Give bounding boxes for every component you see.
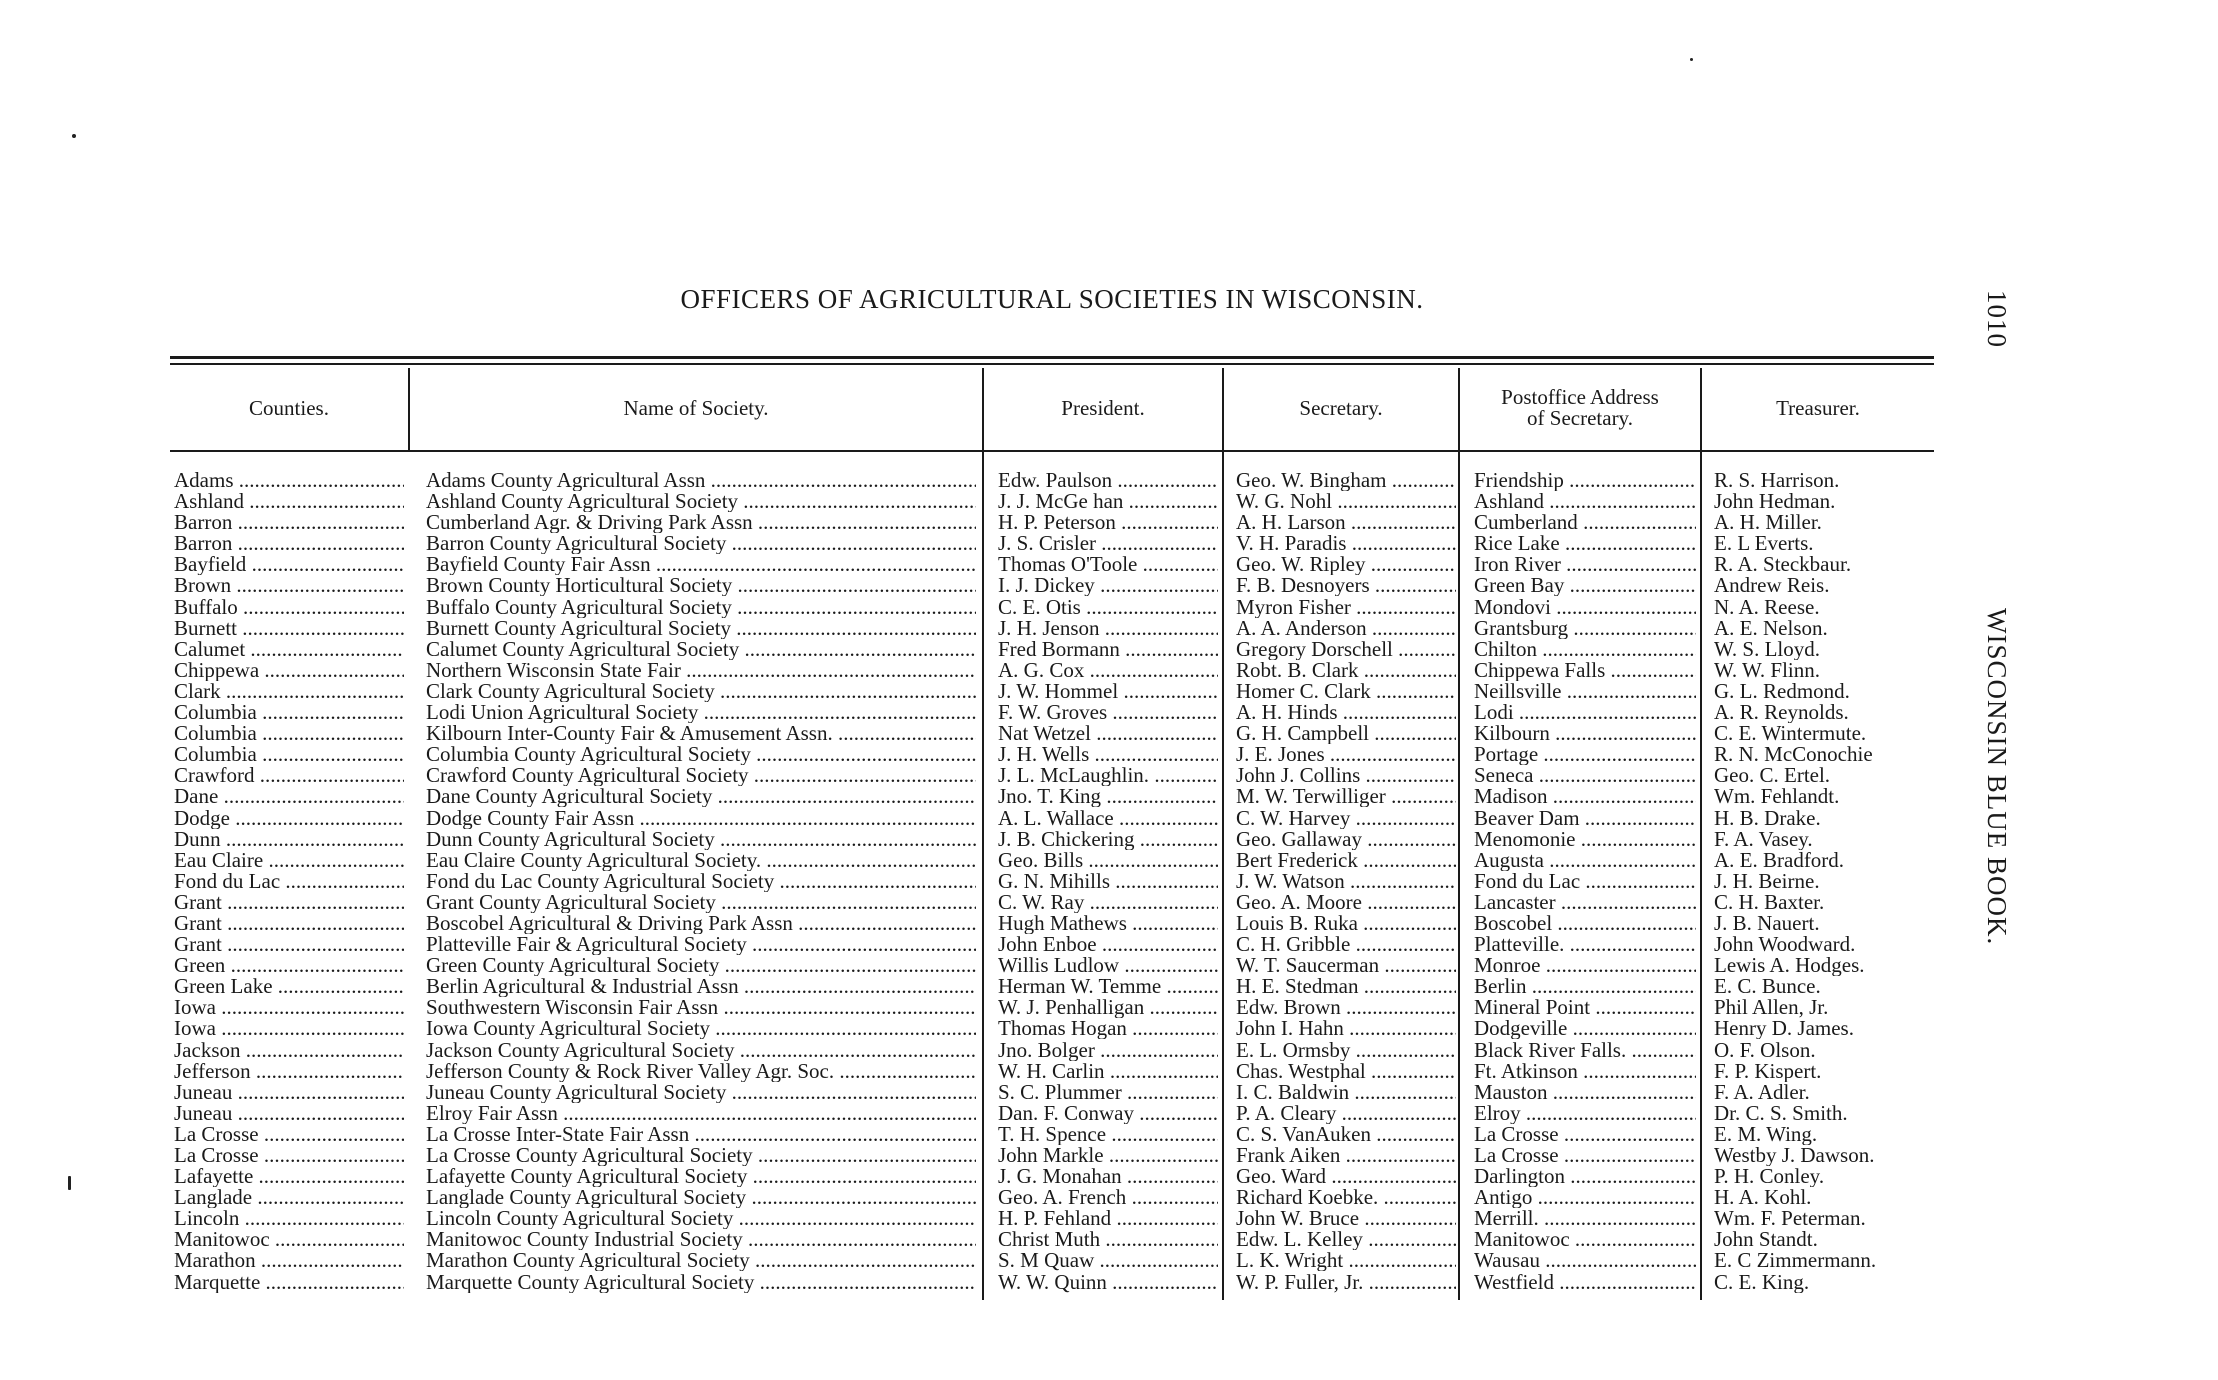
cell-president: Jno. T. King ..... xyxy=(998,786,1218,807)
cell-county: Lafayette ..... xyxy=(174,1166,404,1187)
cell-treasurer: A. R. Reynolds. xyxy=(1714,702,1849,724)
cell-treasurer: John Hedman. xyxy=(1714,491,1836,513)
table-row xyxy=(0,1208,2218,1229)
table-row xyxy=(0,997,2218,1018)
cell-address: Wausau ..... xyxy=(1474,1250,1696,1271)
cell-treasurer: J. H. Beirne. xyxy=(1714,870,1820,892)
cell-treasurer: G. L. Redmond. xyxy=(1714,680,1850,702)
table-row xyxy=(0,1166,2218,1187)
cell-secretary: A. H. Hinds ..... xyxy=(1236,702,1456,723)
cell-president: John Markle ..... xyxy=(998,1145,1218,1166)
cell-address: Ashland ..... xyxy=(1474,491,1696,512)
cell-county: Marquette ..... xyxy=(174,1272,404,1293)
cell-county: Fond du Lac ..... xyxy=(174,871,404,892)
cell-society: Burnett County Agricultural Society ..... xyxy=(426,618,976,639)
cell-address: Mineral Point ..... xyxy=(1474,997,1696,1018)
cell-secretary: Chas. Westphal ..... xyxy=(1236,1061,1456,1082)
cell-society: Buffalo County Agricultural Society ..... xyxy=(426,597,976,618)
cell-secretary: W. P. Fuller, Jr. ..... xyxy=(1236,1272,1456,1293)
cell-president: Hugh Mathews ..... xyxy=(998,913,1218,934)
cell-county: Columbia ..... xyxy=(174,723,404,744)
cell-secretary: W. T. Saucerman ..... xyxy=(1236,955,1456,976)
cell-secretary: L. K. Wright ..... xyxy=(1236,1250,1456,1271)
cell-society: Jackson County Agricultural Society ..... xyxy=(426,1040,976,1061)
cell-address: Augusta ..... xyxy=(1474,850,1696,871)
table-row xyxy=(0,913,2218,934)
cell-secretary: Geo. W. Ripley ..... xyxy=(1236,554,1456,575)
cell-society: Crawford County Agricultural Society ..... xyxy=(426,765,976,786)
cell-society: La Crosse County Agricultural Society ..... xyxy=(426,1145,976,1166)
table-row xyxy=(0,765,2218,786)
cell-address: Manitowoc ..... xyxy=(1474,1229,1696,1250)
cell-president: J. H. Jenson ..... xyxy=(998,618,1218,639)
cell-secretary: Homer C. Clark ..... xyxy=(1236,681,1456,702)
print-speck xyxy=(1690,58,1693,61)
page-number: 1010 xyxy=(1982,290,2012,348)
table-row xyxy=(0,1187,2218,1208)
cell-secretary: E. L. Ormsby ..... xyxy=(1236,1040,1456,1061)
cell-address: Lancaster ..... xyxy=(1474,892,1696,913)
cell-president: W. H. Carlin ..... xyxy=(998,1061,1218,1082)
cell-county: Calumet ..... xyxy=(174,639,404,660)
cell-address: Mauston ..... xyxy=(1474,1082,1696,1103)
cell-secretary: Frank Aiken ..... xyxy=(1236,1145,1456,1166)
cell-county: Grant ..... xyxy=(174,913,404,934)
header-bottom-rule xyxy=(170,450,1934,452)
top-double-rule xyxy=(170,356,1934,359)
cell-secretary: John J. Collins ..... xyxy=(1236,765,1456,786)
cell-county: Lincoln ..... xyxy=(174,1208,404,1229)
page-title: OFFICERS OF AGRICULTURAL SOCIETIES IN WISCONSIN. xyxy=(680,284,1424,314)
cell-society: Fond du Lac County Agricultural Society ..... xyxy=(426,871,976,892)
cell-county: Grant ..... xyxy=(174,892,404,913)
cell-society: Eau Claire County Agricultural Society. ..... xyxy=(426,850,976,871)
cell-president: W. W. Quinn ..... xyxy=(998,1272,1218,1293)
cell-county: La Crosse ..... xyxy=(174,1145,404,1166)
cell-address: Friendship ..... xyxy=(1474,470,1696,491)
cell-county: Ashland ..... xyxy=(174,491,404,512)
cell-president: Christ Muth ..... xyxy=(998,1229,1218,1250)
cell-society: Grant County Agricultural Society ..... xyxy=(426,892,976,913)
cell-secretary: P. A. Cleary ..... xyxy=(1236,1103,1456,1124)
cell-county: Dunn ..... xyxy=(174,829,404,850)
cell-secretary: A. A. Anderson ..... xyxy=(1236,618,1456,639)
cell-treasurer: F. A. Vasey. xyxy=(1714,828,1813,850)
table-row xyxy=(0,850,2218,871)
table-row xyxy=(0,1082,2218,1103)
header-postoffice-line1: Postoffice Address xyxy=(1501,385,1659,409)
table-row xyxy=(0,1040,2218,1061)
cell-address: Beaver Dam ..... xyxy=(1474,808,1696,829)
table-row xyxy=(0,512,2218,533)
cell-county: Grant ..... xyxy=(174,934,404,955)
cell-society: Boscobel Agricultural & Driving Park Assn ..... xyxy=(426,913,976,934)
cell-treasurer: C. E. Wintermute. xyxy=(1714,723,1867,745)
cell-county: Marathon ..... xyxy=(174,1250,404,1271)
cell-secretary: F. B. Desnoyers ..... xyxy=(1236,575,1456,596)
cell-society: Dunn County Agricultural Society ..... xyxy=(426,829,976,850)
cell-society: Langlade County Agricultural Society ..... xyxy=(426,1187,976,1208)
cell-society: Kilbourn Inter-County Fair & Amusement Assn. ..... xyxy=(426,723,976,744)
cell-society: Brown County Horticultural Society ..... xyxy=(426,575,976,596)
cell-address: La Crosse ..... xyxy=(1474,1124,1696,1145)
cell-president: John Enboe ..... xyxy=(998,934,1218,955)
cell-society: Barron County Agricultural Society ..... xyxy=(426,533,976,554)
cell-president: Thomas Hogan ..... xyxy=(998,1018,1218,1039)
cell-president: Herman W. Temme ..... xyxy=(998,976,1218,997)
cell-secretary: A. H. Larson ..... xyxy=(1236,512,1456,533)
cell-treasurer: Geo. C. Ertel. xyxy=(1714,765,1831,787)
table-row xyxy=(0,554,2218,575)
cell-secretary: W. G. Nohl ..... xyxy=(1236,491,1456,512)
cell-society: Jefferson County & Rock River Valley Agr. Soc. ..... xyxy=(426,1061,976,1082)
table-row xyxy=(0,1145,2218,1166)
cell-address: Mondovi ..... xyxy=(1474,597,1696,618)
cell-secretary: Louis B. Ruka ..... xyxy=(1236,913,1456,934)
cell-president: H. P. Fehland ..... xyxy=(998,1208,1218,1229)
cell-secretary: C. S. VanAuken ..... xyxy=(1236,1124,1456,1145)
cell-county: Chippewa ..... xyxy=(174,660,404,681)
cell-treasurer: R. S. Harrison. xyxy=(1714,470,1840,491)
cell-society: Adams County Agricultural Assn ..... xyxy=(426,470,976,491)
cell-secretary: John I. Hahn ..... xyxy=(1236,1018,1456,1039)
cell-county: Crawford ..... xyxy=(174,765,404,786)
cell-county: Barron ..... xyxy=(174,512,404,533)
cell-county: Juneau ..... xyxy=(174,1103,404,1124)
cell-president: F. W. Groves ..... xyxy=(998,702,1218,723)
cell-society: Marathon County Agricultural Society ..... xyxy=(426,1250,976,1271)
cell-president: Geo. A. French ..... xyxy=(998,1187,1218,1208)
cell-county: Dane ..... xyxy=(174,786,404,807)
cell-secretary: H. E. Stedman ..... xyxy=(1236,976,1456,997)
cell-county: Iowa ..... xyxy=(174,997,404,1018)
cell-treasurer: E. L Everts. xyxy=(1714,533,1814,555)
cell-address: Merrill. ..... xyxy=(1474,1208,1696,1229)
cell-address: Menomonie ..... xyxy=(1474,829,1696,850)
cell-president: G. N. Mihills ..... xyxy=(998,871,1218,892)
cell-president: J. G. Monahan ..... xyxy=(998,1166,1218,1187)
cell-president: J. B. Chickering ..... xyxy=(998,829,1218,850)
cell-county: Brown ..... xyxy=(174,575,404,596)
cell-treasurer: Andrew Reis. xyxy=(1714,575,1830,597)
cell-county: Adams ..... xyxy=(174,470,404,491)
cell-county: Green Lake ..... xyxy=(174,976,404,997)
cell-secretary: Geo. A. Moore ..... xyxy=(1236,892,1456,913)
table-row xyxy=(0,533,2218,554)
cell-address: Seneca ..... xyxy=(1474,765,1696,786)
cell-secretary: J. E. Jones ..... xyxy=(1236,744,1456,765)
cell-address: Kilbourn ..... xyxy=(1474,723,1696,744)
cell-secretary: C. W. Harvey ..... xyxy=(1236,808,1456,829)
table-row xyxy=(0,681,2218,702)
cell-address: Portage ..... xyxy=(1474,744,1696,765)
cell-president: T. H. Spence ..... xyxy=(998,1124,1218,1145)
table-row xyxy=(0,871,2218,892)
table-row xyxy=(0,976,2218,997)
table-row xyxy=(0,934,2218,955)
table-row xyxy=(0,660,2218,681)
cell-county: Buffalo ..... xyxy=(174,597,404,618)
cell-treasurer: E. C Zimmermann. xyxy=(1714,1250,1877,1272)
cell-treasurer: Wm. F. Peterman. xyxy=(1714,1208,1866,1230)
cell-county: Columbia ..... xyxy=(174,702,404,723)
header-secretary: Secretary. xyxy=(1299,395,1383,420)
cell-society: Northern Wisconsin State Fair ..... xyxy=(426,660,976,681)
cell-treasurer: Lewis A. Hodges. xyxy=(1714,955,1865,977)
cell-address: Darlington ..... xyxy=(1474,1166,1696,1187)
cell-society: Dodge County Fair Assn ..... xyxy=(426,808,976,829)
cell-county: Manitowoc ..... xyxy=(174,1229,404,1250)
cell-address: Platteville. ..... xyxy=(1474,934,1696,955)
print-speck xyxy=(72,134,76,138)
cell-address: Cumberland ..... xyxy=(1474,512,1696,533)
table-row xyxy=(0,1250,2218,1271)
cell-address: Green Bay ..... xyxy=(1474,575,1696,596)
cell-secretary: Richard Koebke. ..... xyxy=(1236,1187,1456,1208)
cell-secretary: Gregory Dorschell ..... xyxy=(1236,639,1456,660)
cell-address: Chippewa Falls ..... xyxy=(1474,660,1696,681)
cell-president: S. M Quaw ..... xyxy=(998,1250,1218,1271)
cell-treasurer: P. H. Conley. xyxy=(1714,1166,1825,1188)
cell-secretary: M. W. Terwilliger ..... xyxy=(1236,786,1456,807)
cell-address: Iron River ..... xyxy=(1474,554,1696,575)
cell-secretary: G. H. Campbell ..... xyxy=(1236,723,1456,744)
cell-treasurer: E. C. Bunce. xyxy=(1714,976,1821,998)
cell-county: Columbia ..... xyxy=(174,744,404,765)
cell-county: Barron ..... xyxy=(174,533,404,554)
cell-secretary: Geo. Ward ..... xyxy=(1236,1166,1456,1187)
cell-address: Elroy ..... xyxy=(1474,1103,1696,1124)
cell-treasurer: F. A. Adler. xyxy=(1714,1081,1810,1103)
cell-county: Juneau ..... xyxy=(174,1082,404,1103)
cell-address: Monroe ..... xyxy=(1474,955,1696,976)
cell-president: Geo. Bills ..... xyxy=(998,850,1218,871)
cell-society: Berlin Agricultural & Industrial Assn ..... xyxy=(426,976,976,997)
cell-society: Bayfield County Fair Assn ..... xyxy=(426,554,976,575)
cell-address: La Crosse ..... xyxy=(1474,1145,1696,1166)
cell-address: Antigo ..... xyxy=(1474,1187,1696,1208)
cell-society: Elroy Fair Assn ..... xyxy=(426,1103,976,1124)
cell-society: Clark County Agricultural Society ..... xyxy=(426,681,976,702)
table-row xyxy=(0,955,2218,976)
cell-county: Clark ..... xyxy=(174,681,404,702)
table-row xyxy=(0,1124,2218,1145)
cell-county: Langlade ..... xyxy=(174,1187,404,1208)
cell-treasurer: R. A. Steckbaur. xyxy=(1714,554,1852,576)
cell-president: J. H. Wells ..... xyxy=(998,744,1218,765)
header-counties: Counties. xyxy=(249,395,329,420)
cell-secretary: C. H. Gribble ..... xyxy=(1236,934,1456,955)
cell-president: S. C. Plummer ..... xyxy=(998,1082,1218,1103)
running-head: WISCONSIN BLUE BOOK. xyxy=(1982,608,2012,946)
cell-address: Fond du Lac ..... xyxy=(1474,871,1696,892)
cell-society: Marquette County Agricultural Society ..... xyxy=(426,1272,976,1293)
cell-society: Columbia County Agricultural Society ..... xyxy=(426,744,976,765)
cell-president: J. J. McGe han ..... xyxy=(998,491,1218,512)
cell-county: Bayfield ..... xyxy=(174,554,404,575)
cell-address: Lodi ..... xyxy=(1474,702,1696,723)
header-treasurer: Treasurer. xyxy=(1776,395,1860,420)
print-speck xyxy=(68,1176,71,1190)
cell-secretary: Robt. B. Clark ..... xyxy=(1236,660,1456,681)
cell-address: Madison ..... xyxy=(1474,786,1696,807)
cell-address: Grantsburg ..... xyxy=(1474,618,1696,639)
cell-society: Lafayette County Agricultural Society ..... xyxy=(426,1166,976,1187)
cell-address: Westfield ..... xyxy=(1474,1272,1696,1293)
cell-president: Dan. F. Conway ..... xyxy=(998,1103,1218,1124)
cell-county: Jefferson ..... xyxy=(174,1061,404,1082)
cell-society: Iowa County Agricultural Society ..... xyxy=(426,1018,976,1039)
cell-treasurer: A. H. Miller. xyxy=(1714,512,1822,534)
cell-secretary: I. C. Baldwin ..... xyxy=(1236,1082,1456,1103)
cell-treasurer: Dr. C. S. Smith. xyxy=(1714,1102,1848,1124)
table-row xyxy=(0,470,2218,491)
cell-treasurer: Phil Allen, Jr. xyxy=(1714,997,1829,1019)
cell-secretary: John W. Bruce ..... xyxy=(1236,1208,1456,1229)
cell-address: Dodgeville ..... xyxy=(1474,1018,1696,1039)
cell-secretary: Edw. L. Kelley ..... xyxy=(1236,1229,1456,1250)
cell-society: Cumberland Agr. & Driving Park Assn ..... xyxy=(426,512,976,533)
table-row xyxy=(0,1018,2218,1039)
cell-society: Southwestern Wisconsin Fair Assn ..... xyxy=(426,997,976,1018)
cell-treasurer: R. N. McConochie xyxy=(1714,744,1873,766)
top-double-rule-inner xyxy=(170,363,1934,365)
cell-president: Thomas O'Toole ..... xyxy=(998,554,1218,575)
cell-address: Neillsville ..... xyxy=(1474,681,1696,702)
cell-treasurer: J. B. Nauert. xyxy=(1714,912,1820,934)
cell-secretary: Myron Fisher ..... xyxy=(1236,597,1456,618)
cell-treasurer: C. E. King. xyxy=(1714,1271,1810,1293)
cell-society: Lodi Union Agricultural Society ..... xyxy=(426,702,976,723)
table-row xyxy=(0,1061,2218,1082)
cell-society: La Crosse Inter-State Fair Assn ..... xyxy=(426,1124,976,1145)
cell-president: J. W. Hommel ..... xyxy=(998,681,1218,702)
cell-county: Burnett ..... xyxy=(174,618,404,639)
cell-president: Jno. Bolger ..... xyxy=(998,1040,1218,1061)
cell-secretary: Geo. W. Bingham ..... xyxy=(1236,470,1456,491)
table-row xyxy=(0,1229,2218,1250)
cell-president: A. L. Wallace ..... xyxy=(998,808,1218,829)
table-row xyxy=(0,1272,2218,1293)
table-row xyxy=(0,786,2218,807)
cell-society: Manitowoc County Industrial Society ..... xyxy=(426,1229,976,1250)
table-row xyxy=(0,723,2218,744)
cell-address: Ft. Atkinson ..... xyxy=(1474,1061,1696,1082)
cell-treasurer: Henry D. James. xyxy=(1714,1018,1854,1040)
cell-county: La Crosse ..... xyxy=(174,1124,404,1145)
table-row xyxy=(0,744,2218,765)
cell-president: J. L. McLaughlin. ..... xyxy=(998,765,1218,786)
cell-president: C. E. Otis ..... xyxy=(998,597,1218,618)
table-row xyxy=(0,702,2218,723)
cell-treasurer: W. W. Flinn. xyxy=(1714,659,1821,681)
cell-address: Berlin ..... xyxy=(1474,976,1696,997)
table-row xyxy=(0,829,2218,850)
cell-society: Calumet County Agricultural Society ..... xyxy=(426,639,976,660)
cell-county: Dodge ..... xyxy=(174,808,404,829)
cell-address: Boscobel ..... xyxy=(1474,913,1696,934)
cell-society: Ashland County Agricultural Society ..... xyxy=(426,491,976,512)
cell-treasurer: E. M. Wing. xyxy=(1714,1123,1818,1145)
header-president: President. xyxy=(1061,395,1145,420)
cell-secretary: V. H. Paradis ..... xyxy=(1236,533,1456,554)
header-society: Name of Society. xyxy=(623,395,769,420)
cell-treasurer: John Standt. xyxy=(1714,1229,1818,1251)
cell-president: I. J. Dickey ..... xyxy=(998,575,1218,596)
table-row xyxy=(0,597,2218,618)
cell-president: J. S. Crisler ..... xyxy=(998,533,1218,554)
table-row xyxy=(0,575,2218,596)
header-postoffice-line2: of Secretary. xyxy=(1527,406,1633,430)
cell-president: A. G. Cox ..... xyxy=(998,660,1218,681)
cell-treasurer: F. P. Kispert. xyxy=(1714,1060,1822,1082)
cell-county: Eau Claire ..... xyxy=(174,850,404,871)
header-postoffice-address xyxy=(1460,368,1700,448)
cell-county: Iowa ..... xyxy=(174,1018,404,1039)
cell-president: Nat Wetzel ..... xyxy=(998,723,1218,744)
cell-president: Willis Ludlow ..... xyxy=(998,955,1218,976)
cell-secretary: J. W. Watson ..... xyxy=(1236,871,1456,892)
cell-secretary: Edw. Brown ..... xyxy=(1236,997,1456,1018)
cell-treasurer: Wm. Fehlandt. xyxy=(1714,786,1840,808)
cell-treasurer: H. A. Kohl. xyxy=(1714,1187,1812,1209)
cell-county: Green ..... xyxy=(174,955,404,976)
cell-treasurer: O. F. Olson. xyxy=(1714,1039,1816,1061)
cell-treasurer: A. E. Nelson. xyxy=(1714,617,1828,639)
cell-president: Edw. Paulson ..... xyxy=(998,470,1218,491)
cell-society: Lincoln County Agricultural Society ..... xyxy=(426,1208,976,1229)
table-row xyxy=(0,639,2218,660)
cell-society: Dane County Agricultural Society ..... xyxy=(426,786,976,807)
cell-treasurer: Westby J. Dawson. xyxy=(1714,1145,1875,1166)
cell-president: Fred Bormann ..... xyxy=(998,639,1218,660)
cell-secretary: Bert Frederick ..... xyxy=(1236,850,1456,871)
cell-treasurer: C. H. Baxter. xyxy=(1714,891,1825,913)
cell-secretary: Geo. Gallaway ..... xyxy=(1236,829,1456,850)
cell-treasurer: W. S. Lloyd. xyxy=(1714,638,1820,660)
cell-address: Rice Lake ..... xyxy=(1474,533,1696,554)
table-row xyxy=(0,892,2218,913)
table-row xyxy=(0,491,2218,512)
cell-address: Chilton ..... xyxy=(1474,639,1696,660)
cell-president: C. W. Ray ..... xyxy=(998,892,1218,913)
cell-society: Juneau County Agricultural Society ..... xyxy=(426,1082,976,1103)
cell-address: Black River Falls. ..... xyxy=(1474,1040,1696,1061)
cell-president: H. P. Peterson ..... xyxy=(998,512,1218,533)
cell-president: W. J. Penhalligan ..... xyxy=(998,997,1218,1018)
cell-treasurer: N. A. Reese. xyxy=(1714,596,1820,618)
cell-treasurer: A. E. Bradford. xyxy=(1714,849,1845,871)
cell-society: Green County Agricultural Society ..... xyxy=(426,955,976,976)
cell-society: Platteville Fair & Agricultural Society ..... xyxy=(426,934,976,955)
cell-treasurer: H. B. Drake. xyxy=(1714,807,1821,829)
table-row xyxy=(0,1103,2218,1124)
cell-county: Jackson ..... xyxy=(174,1040,404,1061)
table-row xyxy=(0,618,2218,639)
table-body xyxy=(0,470,2218,1293)
cell-treasurer: John Woodward. xyxy=(1714,934,1856,956)
table-row xyxy=(0,808,2218,829)
